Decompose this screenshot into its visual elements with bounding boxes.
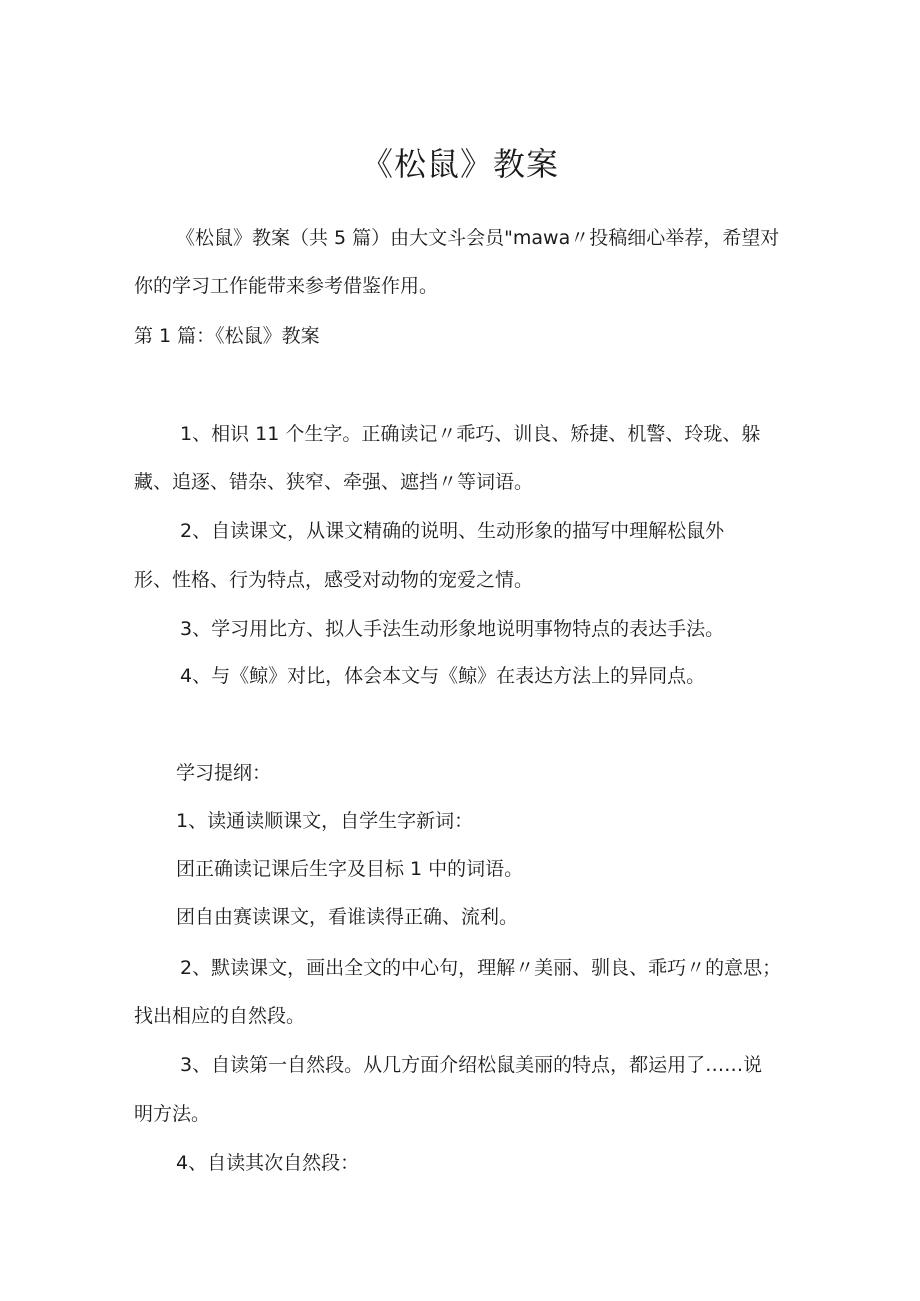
outline-item-3-line-2: 明方法。 [134,1103,211,1125]
goal-3: 3、学习用比方、拟人手法生动形象地说明事物特点的表达手法。 [180,618,725,640]
outline-item-4: 4、自读其次自然段： [176,1152,360,1174]
intro-line-2: 你的学习工作能带来参考借鉴作用。 [134,275,439,297]
section-heading: 第 1 篇：《松鼠》教案 [134,325,320,347]
goal-1-line-2: 藏、追逐、错杂、狭窄、牵强、遮挡〃等词语。 [134,471,534,493]
outline-item-1: 1、读通读顺课文，自学生字新词： [176,810,474,832]
goal-4: 4、与《鲸》对比，体会本文与《鲸》在表达方法上的异同点。 [180,665,706,687]
goal-2-line-2: 形、性格、行为特点，感受对动物的宠爱之情。 [134,569,534,591]
outline-item-1b: 团自由赛读课文，看谁读得正确、流利。 [176,906,519,928]
goal-2-line-1: 2、自读课文，从课文精确的说明、生动形象的描写中理解松鼠外 [180,520,725,542]
outline-item-1a: 团正确读记课后生字及目标 1 中的词语。 [176,858,524,880]
goal-1-line-1: 1、相识 11 个生字。正确读记〃乖巧、训良、矫捷、机警、玲珑、躲 [180,423,761,445]
intro-line-1: 《松鼠》教案（共 5 篇）由大文斗会员"mawa〃投稿细心举荐，希望对 [176,227,780,249]
outline-item-3-line-1: 3、自读第一自然段。从几方面介绍松鼠美丽的特点，都运用了……说 [180,1054,763,1076]
outline-heading: 学习提纲： [176,762,272,784]
outline-item-2-line-2: 找出相应的自然段。 [134,1005,306,1027]
outline-item-2-line-1: 2、默读课文，画出全文的中心句，理解〃美丽、驯良、乖巧〃的意思； [180,957,782,979]
page-title: 《松鼠》教案 [360,145,559,183]
